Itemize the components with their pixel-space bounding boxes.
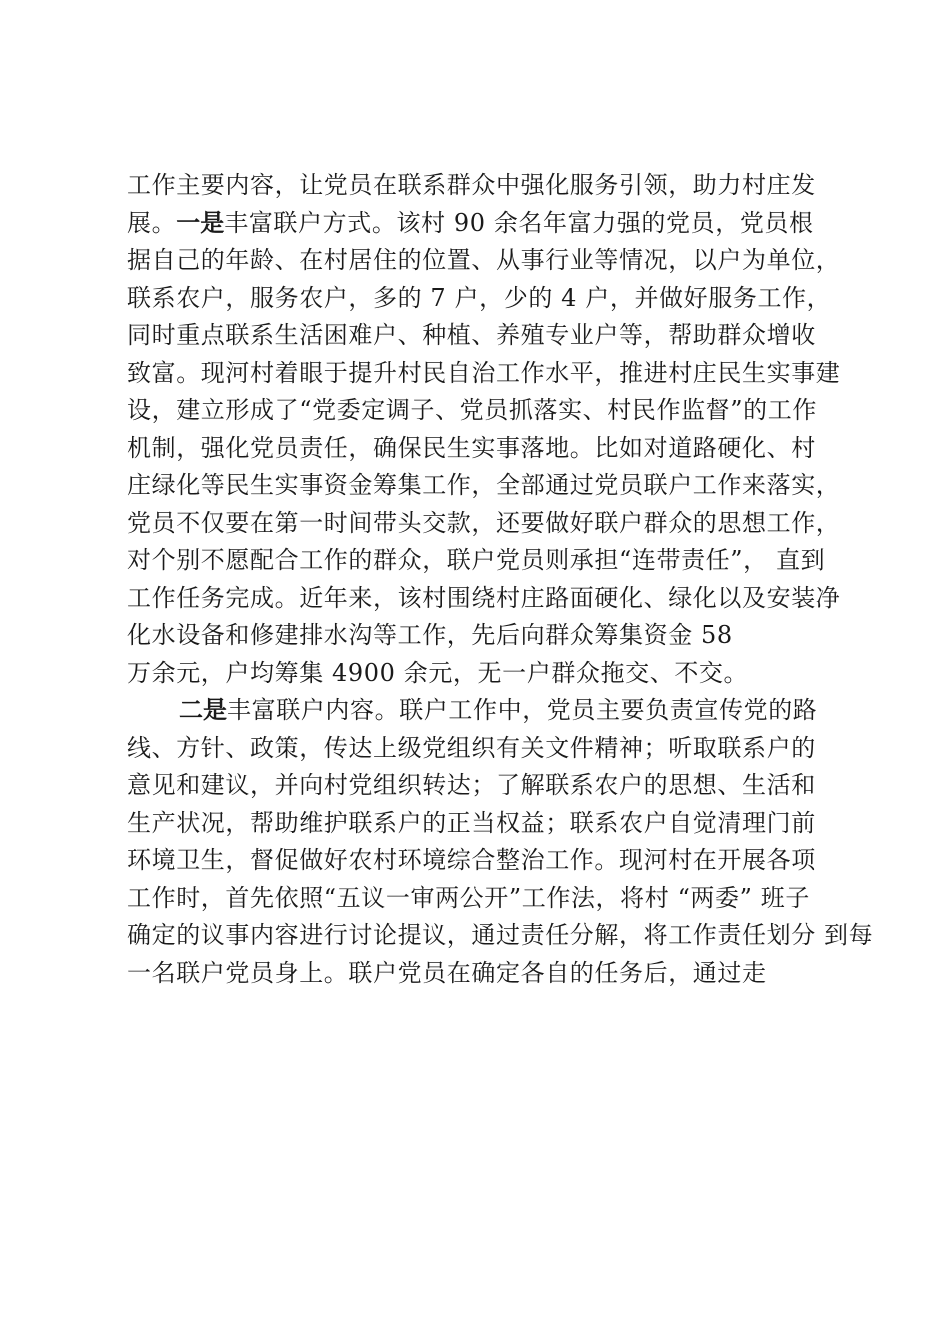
text-line-19: 环境卫生，督促做好农村环境综合整治工作。现河村在开展各项 [127,846,816,874]
text-line-6: 致富。现河村着眼于提升村民自治工作水平，推进村庄民生实事建 [127,358,841,387]
text-line-12: 工作任务完成。近年来，该村围绕村庄路面硬化、绿化以及安装净 [127,583,841,612]
line-2-rest: 丰富联户方式。该村 90 余名年富力强的党员，党员根 [224,208,814,237]
text-line-20: 工作时，首先依照“五议一审两公开”工作法，将村 “两委” 班子 [127,883,810,912]
text-line-2 [127,205,857,243]
text-line-22: 一名联户党员身上。联户党员在确定各自的任务后，通过走 [127,958,767,987]
text-line-4: 联系农户，服务农户，多的 7 户，少的 4 户，并做好服务工作， [127,283,832,312]
line-2-prefix: 展 [127,208,152,237]
text-line-8: 机制，强化党员责任，确保民生实事落地。比如对道路硬化、村 [127,433,816,462]
text-line-21: 确定的议事内容进行讨论提议，通过责任分解，将工作责任划分 到每 [127,921,874,949]
text-line-13: 化水设备和修建排水沟等工作，先后向群众筹集资金 58 [127,621,733,649]
text-line-5: 同时重点联系生活困难户、种植、养殖专业户等，帮助群众增收 [127,321,816,349]
text-line-15 [127,692,857,730]
text-line-10: 党员不仅要在第一时间带头交款，还要做好联户群众的思想工作， [127,508,841,537]
text-line-18: 生产状况，帮助维护联系户的正当权益；联系农户自觉清理门前 [127,808,816,837]
line-15-rest: 丰富联户内容。联户工作中，党员主要负责宣传党的路 [227,696,818,724]
text-line-11: 对个别不愿配合工作的群众，联户党员则承担“连带责任”， 直到 [127,546,826,574]
text-line-9: 庄绿化等民生实事资金筹集工作，全部通过党员联户工作来落实， [127,471,841,499]
line-2-punct: 。 [151,208,177,237]
text-line-17: 意见和建议，并向村党组织转达；了解联系农户的思想、生活和 [127,771,816,799]
text-line-1: 工作主要内容，让党员在联系群众中强化服务引领，助力村庄发 [127,171,816,199]
text-line-3: 据自己的年龄、在村居住的位置、从事行业等情况，以户为单位， [127,246,841,274]
body-text [127,167,874,992]
text-line-14: 万余元，户均筹集 4900 余元，无一户群众拖交、不交。 [127,658,749,687]
text-line-7: 设，建立形成了“党委定调子、党员抓落实、村民作监督”的工作 [127,396,817,424]
bold-label-second: 二是 [179,696,227,724]
bold-label-first: 一是 [176,208,225,237]
text-line-16: 线、方针、政策，传达上级党组织有关文件精神；听取联系户的 [127,733,816,762]
